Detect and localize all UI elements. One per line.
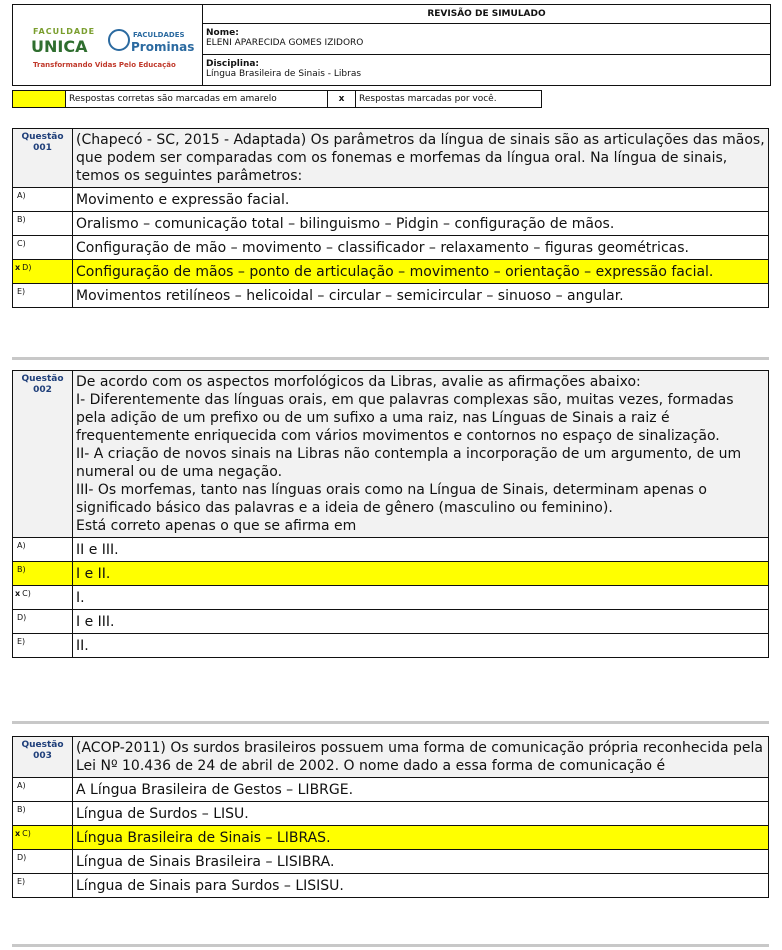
option-e[interactable] — [13, 874, 768, 897]
question-stem — [73, 371, 768, 537]
option-label — [13, 778, 73, 801]
logo-tagline: Transformando Vidas Pelo Educação — [33, 61, 176, 69]
option-d[interactable] — [13, 610, 768, 634]
stem-intro: De acordo com os aspectos morfológicos da Libras, avalie as afirmações abaixo: — [76, 374, 641, 390]
option-mark: x — [15, 829, 21, 838]
legend-correct-swatch — [12, 90, 66, 108]
option-text: Configuração de mão – movimento – classificador – relaxamento – figuras geométricas. — [76, 240, 689, 256]
logo-unica: UNICA — [31, 37, 88, 56]
question-stem: (ACOP-2011) Os surdos brasileiros possuem uma forma de comunicação própria reconhecida pela Lei Nº 10.436 de 24 de abril de 2002. O nome dado a essa forma de comunicação é — [76, 740, 764, 774]
option-text: Língua de Surdos – LISU. — [76, 806, 249, 822]
option-letter: E) — [17, 287, 26, 296]
question-001 — [12, 128, 769, 308]
option-letter: D) — [17, 853, 27, 862]
option-text: A Língua Brasileira de Gestos – LIBRGE. — [76, 782, 354, 798]
option-d[interactable] — [13, 850, 768, 874]
logo-unica-top: FACULDADE — [33, 27, 96, 36]
question-label: Questão — [21, 740, 64, 750]
subject-value: Língua Brasileira de Sinais - Libras — [206, 69, 362, 79]
option-text: I e II. — [76, 566, 111, 582]
legend-marked-text: Respostas marcadas por você. — [356, 90, 542, 108]
question-header — [13, 129, 768, 188]
option-label — [13, 874, 73, 897]
option-letter: C) — [17, 239, 26, 248]
option-text: Língua Brasileira de Sinais – LIBRAS. — [76, 830, 331, 846]
option-label — [13, 610, 73, 633]
option-text: I. — [76, 590, 85, 606]
name-label: Nome: — [206, 28, 239, 38]
option-label — [13, 538, 73, 561]
option-letter: A) — [17, 191, 26, 200]
question-header — [13, 737, 768, 778]
option-letter: A) — [17, 541, 26, 550]
question-number-value: 003 — [33, 751, 52, 761]
student-name-row — [203, 24, 770, 55]
divider — [12, 721, 769, 724]
option-b[interactable] — [13, 802, 768, 826]
divider — [12, 357, 769, 360]
stem-statement-i: I- Diferentemente das línguas orais, em que palavras complexas são, muitas vezes, formadas pela adição de um prefixo ou de um sufixo a uma raiz, nas Línguas de Sinais a raiz é frequentemente enriquecida com vários movimentos e contornos no espaço de sinalização. — [76, 392, 734, 444]
option-label — [13, 188, 73, 211]
option-label — [13, 826, 73, 849]
option-letter: D) — [22, 263, 32, 272]
option-label — [13, 802, 73, 825]
option-e[interactable] — [13, 634, 768, 657]
option-letter: B) — [17, 215, 26, 224]
question-header — [13, 371, 768, 538]
legend — [12, 90, 542, 108]
question-label: Questão — [21, 374, 64, 384]
option-letter: C) — [22, 829, 31, 838]
option-letter: A) — [17, 781, 26, 790]
option-d[interactable] — [13, 260, 768, 284]
option-text: I e III. — [76, 614, 115, 630]
option-b[interactable] — [13, 562, 768, 586]
option-letter: E) — [17, 637, 26, 646]
option-a[interactable] — [13, 538, 768, 562]
question-number — [13, 129, 73, 187]
page-title: REVISÃO DE SIMULADO — [203, 5, 770, 24]
option-text: Oralismo – comunicação total – bilinguismo – Pidgin – configuração de mãos. — [76, 216, 615, 232]
option-label — [13, 236, 73, 259]
logos — [13, 5, 203, 85]
option-text: Língua de Sinais para Surdos – LISISU. — [76, 878, 344, 894]
option-c[interactable] — [13, 826, 768, 850]
option-b[interactable] — [13, 212, 768, 236]
option-letter: B) — [17, 565, 26, 574]
option-mark: x — [15, 589, 21, 598]
subject-label: Disciplina: — [206, 59, 260, 69]
subject-row — [203, 55, 770, 85]
legend-mark: x — [328, 90, 356, 108]
option-a[interactable] — [13, 778, 768, 802]
question-number-value: 001 — [33, 143, 52, 153]
option-label — [13, 212, 73, 235]
option-label — [13, 260, 73, 283]
question-002 — [12, 370, 769, 658]
question-stem: (Chapecó - SC, 2015 - Adaptada) Os parâmetros da língua de sinais são as articulações das mãos, que podem ser comparadas com os fonemas e morfemas da língua oral. Na língua de sinais, temos os seguintes parâmetros: — [76, 132, 765, 184]
option-text: Língua de Sinais Brasileira – LISIBRA. — [76, 854, 335, 870]
option-letter: E) — [17, 877, 26, 886]
option-letter: D) — [17, 613, 27, 622]
option-letter: B) — [17, 805, 26, 814]
option-text: II e III. — [76, 542, 119, 558]
option-text: Configuração de mãos – ponto de articulação – movimento – orientação – expressão facial. — [76, 264, 714, 280]
logo-prominas-top: FACULDADES — [133, 31, 185, 39]
logo-prominas: Prominas — [131, 40, 195, 54]
question-003 — [12, 736, 769, 898]
divider — [12, 944, 769, 947]
option-c[interactable] — [13, 586, 768, 610]
question-number — [13, 737, 73, 777]
option-c[interactable] — [13, 236, 768, 260]
stem-prompt: Está correto apenas o que se afirma em — [76, 518, 357, 534]
option-text: Movimento e expressão facial. — [76, 192, 290, 208]
stem-statement-ii: II- A criação de novos sinais na Libras não contempla a incorporação de um argumento, de um numeral ou de uma negação. — [76, 446, 742, 480]
header — [12, 4, 771, 86]
prominas-logo-icon — [108, 29, 130, 51]
stem-statement-iii: III- Os morfemas, tanto nas línguas orais como na Língua de Sinais, determinam apenas o significado básico das palavras e a ideia de gênero (masculino ou feminino). — [76, 482, 707, 516]
question-number — [13, 371, 73, 537]
name-value: ELENI APARECIDA GOMES IZIDORO — [206, 38, 364, 48]
legend-correct-text: Respostas corretas são marcadas em amarelo — [66, 90, 328, 108]
option-label — [13, 850, 73, 873]
option-label — [13, 634, 73, 657]
option-e[interactable] — [13, 284, 768, 307]
option-text: Movimentos retilíneos – helicoidal – circular – semicircular – sinuoso – angular. — [76, 288, 624, 304]
option-text: II. — [76, 638, 89, 654]
option-label — [13, 586, 73, 609]
option-mark: x — [15, 263, 21, 272]
header-info — [203, 5, 770, 85]
question-label: Questão — [21, 132, 64, 142]
option-letter: C) — [22, 589, 31, 598]
option-a[interactable] — [13, 188, 768, 212]
option-label — [13, 284, 73, 307]
question-number-value: 002 — [33, 385, 52, 395]
option-label — [13, 562, 73, 585]
